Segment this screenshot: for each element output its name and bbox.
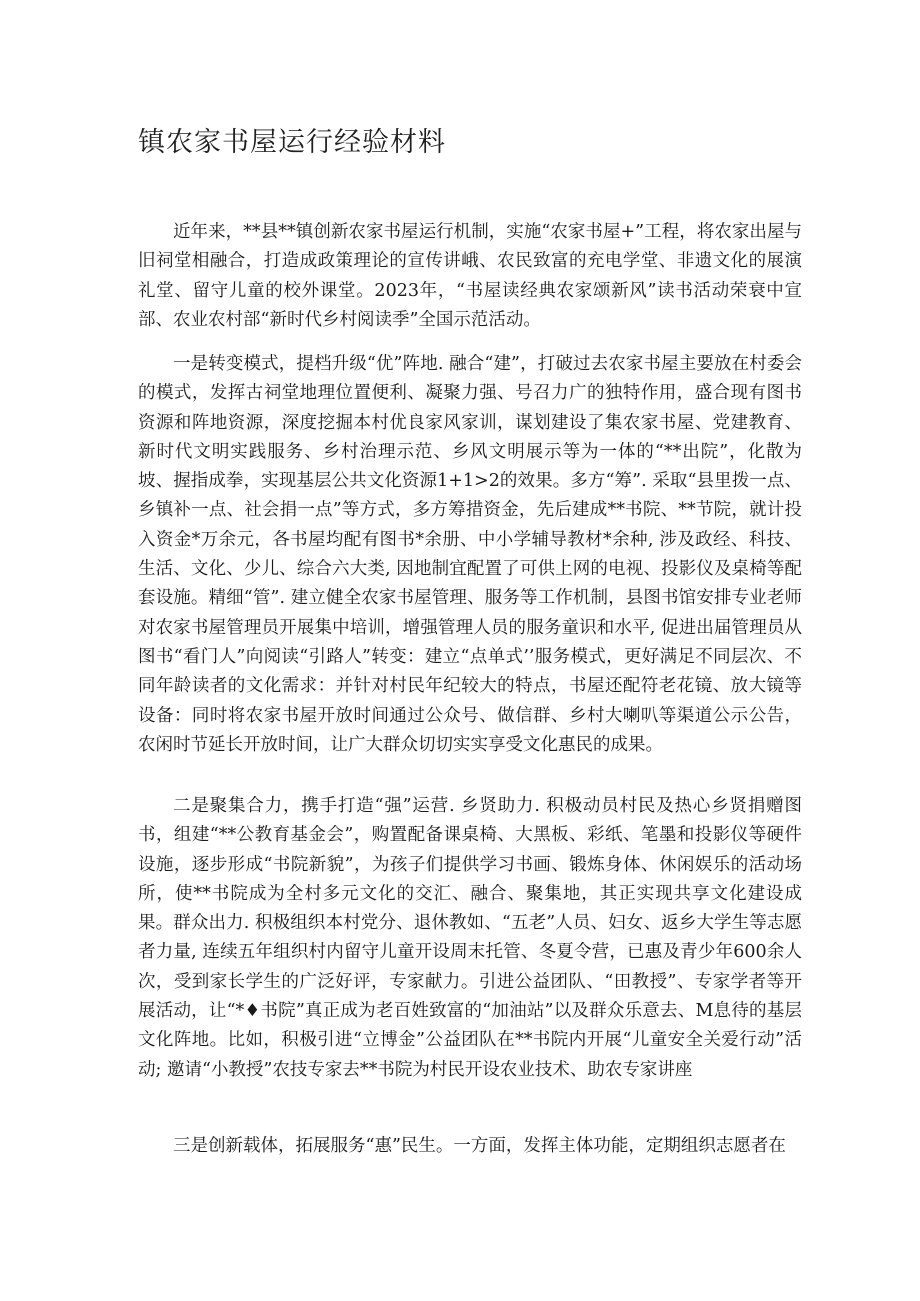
- paragraph-intro: 近年来，**县**镇创新农家书屋运行机制，实施“农家书屋+”工程，将农家出屋与旧祠堂相融合，打造成政策理论的宣传讲峨、农民致富的充电学堂、非遗文化的展演礼堂、留守儿童的校外课堂。2023年，“书屋读经典农家颂新风”读书活动荣衰中宣部、农业农村部“新时代乡村阅读季”全国示范活动。: [138, 222, 802, 330]
- paragraph-innovate-carrier: 三是创新载体，拓展服务“惠”民生。一方面，发挥主体功能，定期组织志愿者在: [173, 1136, 786, 1156]
- document-title: 镇农家书屋运行经验材料: [138, 127, 446, 158]
- paragraph-join-forces: 二是聚集合力，携手打造“强”运营. 乡贤助力. 积极动员村民及热心乡贤捐赠图书，组建“**公教育基金会”，购置配备课桌椅、大黑板、彩纸、笔墨和投影仪等硬件设施，逐步形成“书院新貌”，为孩子们提供学习书画、锻炼身体、休闲娱乐的活动场所，使**书院成为全村多元文化的交汇、融合、聚集地，其正实现共享文化建设成果。群众出力. 积极组织本村党分、退休教如、“五老”人员、妇女、返乡大学生等志愿者力量, 连续五年组织村内留守儿童开设周末托管、冬夏令营，已惠及青少年600余人次，受到家长学生的广泛好评，专家献力。引进公益团队、“田教授”、专家学者等开展活动，让“*♦书院”真正成为老百姓致富的“加油站”以及群众乐意去、M息待的基层文化阵地。比如，积极引进“立博金”公益团队在**书院内开展“儿童安全关爱行动”活动; 邀请“小教授”农技专家去**书院为村民开设农业技术、助农专家讲座: [138, 796, 802, 1080]
- paragraph-transform-mode: 一是转变模式，提档升级“优”阵地. 融合“建”，打破过去农家书屋主要放在村委会的模式，发挥古祠堂地理位置便利、凝聚力强、号召力广的独特作用，盛合现有图书资源和阵地资源，深度挖掘本村优良家风家训，谋划建设了集农家书屋、党建教育、新时代文明实践服务、乡村治理示范、乡风文明展示等为一体的“**出院”，化散为坡、握指成拳，实现基层公共文化资源1+1>2的效果。多方“筹”. 采取“县里拨一点、乡镇补一点、社会捐一点”等方式，多方筹措资金，先后建成**书院、**节院，就计投入资金*万余元，各书屋均配有图书*余册、中小学辅导教材*余种, 涉及政经、科技、生活、文化、少儿、综合六大类, 因地制宜配置了可供上网的电视、投影仪及桌椅等配套设施。精细“管”. 建立健全农家书屋管理、服务等工作机制，县图书馆安排专业老师对农家书屋管理员开展集中培训，增强管理人员的服务童识和水平, 促进出届管理员从图书“看门人”向阅读“引路人”转变：建立“点单式’’服务模式，更好满足不同层次、不同年龄读者的文化需求：并针对村民年纪较大的特点，书屋还配符老花镜、放大镜等设备：同时将农家书屋开放时间通过公众号、做信群、乡村大喇叭等渠道公示公告，农闲时节延长开放时间，让广大群众切切实实享受文化惠民的成果。: [138, 354, 802, 755]
